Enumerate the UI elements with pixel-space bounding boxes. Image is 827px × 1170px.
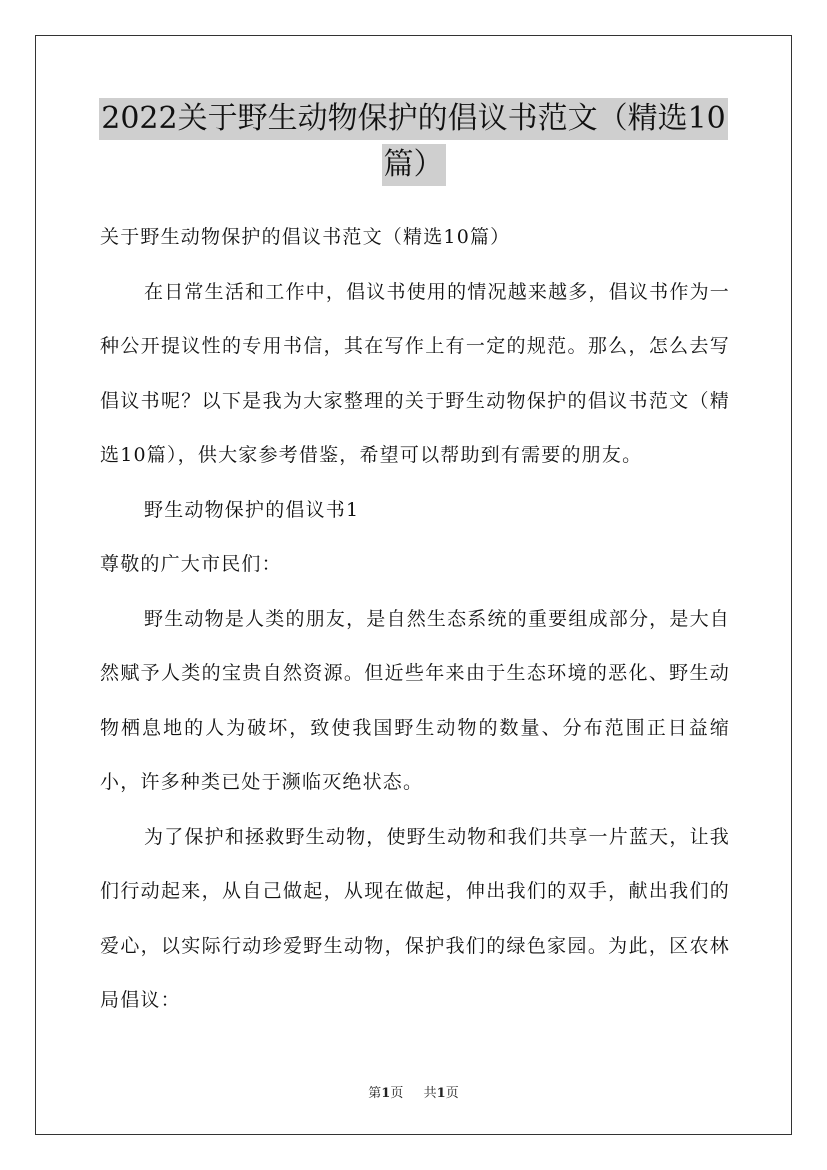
page-footer — [35, 1082, 792, 1101]
body-paragraph-2: 为了保护和拯救野生动物，使野生动物和我们共享一片蓝天，让我们行动起来，从自己做起，从现在做起，伸出我们的双手，献出我们的爱心，以实际行动珍爱野生动物，保护我们的绿色家园。为此，区农林局倡议： — [100, 825, 730, 1011]
document-title — [35, 98, 792, 186]
title-line-2: 篇） — [382, 144, 446, 186]
document-body — [100, 210, 730, 1028]
intro-paragraph: 在日常生活和工作中，倡议书使用的情况越来越多，倡议书作为一种公开提议性的专用书信，其在写作上有一定的规范。那么，怎么去写倡议书呢？以下是我为大家整理的关于野生动物保护的倡议书范文（精选10篇），供大家参考借鉴，希望可以帮助到有需要的朋友。 — [100, 280, 730, 466]
subtitle-paragraph: 关于野生动物保护的倡议书范文（精选10篇） — [100, 226, 511, 248]
page-total: 共1页 — [423, 1086, 459, 1101]
page-number: 第1页 — [368, 1086, 404, 1101]
body-paragraph-1: 野生动物是人类的朋友，是自然生态系统的重要组成部分，是大自然赋予人类的宝贵自然资源。但近些年来由于生态环境的恶化、野生动物栖息地的人为破坏，致使我国野生动物的数量、分布范围正日益缩小，许多种类已处于濒临灭绝状态。 — [100, 607, 730, 793]
section-heading: 野生动物保护的倡议书1 — [144, 498, 360, 521]
salutation: 尊敬的广大市民们： — [100, 553, 282, 575]
title-line-1: 2022关于野生动物保护的倡议书范文（精选10 — [99, 98, 728, 140]
